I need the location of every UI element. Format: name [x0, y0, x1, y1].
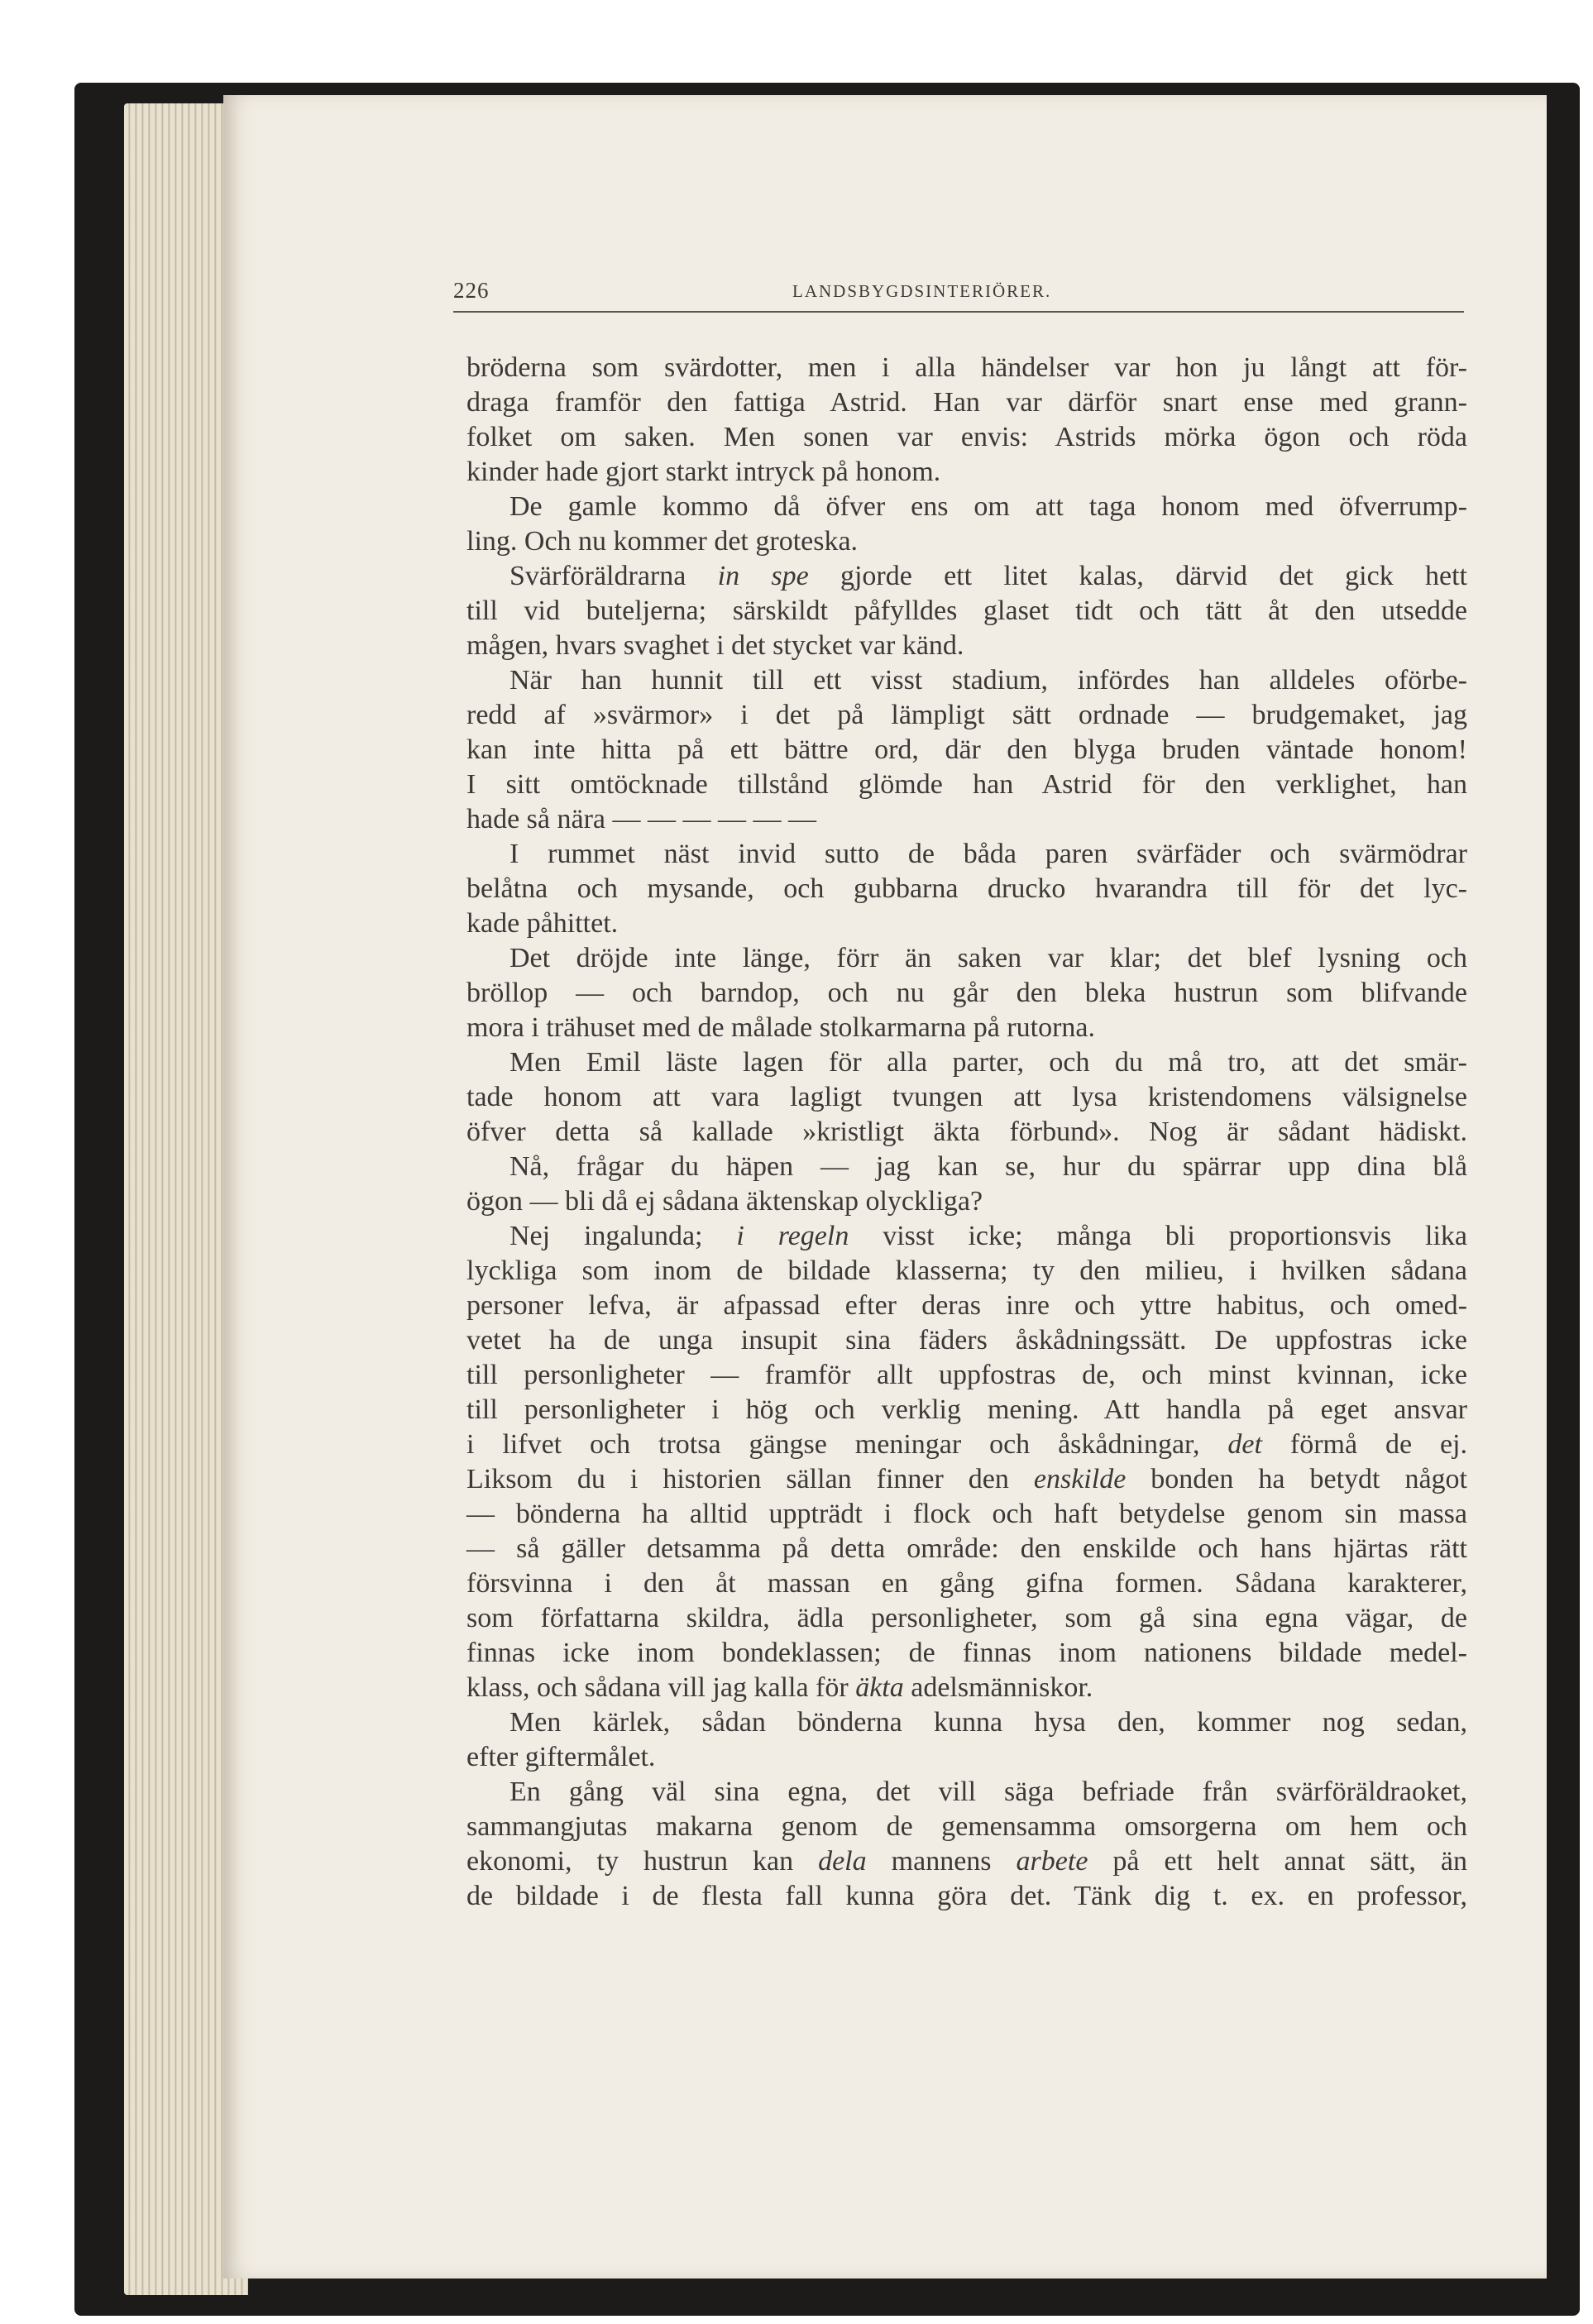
text-line [466, 1566, 1467, 1601]
text-run: gjorde ett litet kalas, därvid det gick hett [808, 561, 1467, 591]
text-run: mora i trähuset med de målade stolkarmarna på rutorna. [466, 1012, 1095, 1043]
text-line [466, 872, 1467, 906]
text-run: När han hunnit till ett visst stadium, infördes han alldeles oförbe- [509, 665, 1467, 696]
italic-text: arbete [1016, 1846, 1088, 1877]
text-run: belåtna och mysande, och gubbarna drucko hvarandra till för det lyc- [466, 873, 1467, 904]
text-line [466, 906, 1467, 941]
text-line [466, 1532, 1467, 1566]
text-run: Nå, frågar du häpen — jag kan se, hur du spärrar upp dina blå [509, 1151, 1467, 1182]
text-line [466, 1150, 1467, 1184]
text-line [466, 629, 1467, 663]
text-run: ekonomi, ty hustrun kan [466, 1846, 819, 1877]
text-line [466, 1740, 1467, 1775]
text-run: ögon — bli då ej sådana äktenskap olyckliga? [466, 1186, 983, 1217]
text-run: Nej ingalunda; [509, 1221, 737, 1251]
text-run: sammangjutas makarna genom de gemensamma omsorgerna om hem och [466, 1811, 1467, 1842]
italic-text: dela [818, 1846, 867, 1877]
text-run: En gång väl sina egna, det vill säga befriade från svärföräldraoket, [509, 1776, 1467, 1807]
text-run: I rummet näst invid sutto de båda paren svärfäder och svärmödrar [509, 839, 1467, 869]
text-run: till personligheter — framför allt uppfostras de, och minst kvinnan, icke [466, 1360, 1467, 1390]
text-line [466, 455, 1467, 490]
text-line [466, 385, 1467, 420]
text-line [466, 976, 1467, 1011]
text-line [466, 1393, 1467, 1427]
italic-text: enskilde [1033, 1464, 1127, 1494]
text-run: tade honom att vara lagligt tvungen att lysa kristendomens välsignelse [466, 1082, 1467, 1112]
text-line [466, 1497, 1467, 1532]
text-run: I sitt omtöcknade tillstånd glömde han Astrid för den verklighet, han [466, 769, 1467, 800]
text-run: adelsmänniskor. [903, 1672, 1093, 1703]
text-run: Det dröjde inte länge, förr än saken var klar; det blef lysning och [509, 943, 1467, 973]
text-run: draga framför den fattiga Astrid. Han var därför snart ense med grann- [466, 387, 1467, 418]
text-line [466, 767, 1467, 802]
text-run: efter giftermålet. [466, 1742, 656, 1772]
text-line [466, 1775, 1467, 1810]
running-head [453, 278, 1464, 313]
text-line [466, 663, 1467, 698]
text-line [466, 351, 1467, 385]
text-line [466, 524, 1467, 559]
text-run: Men kärlek, sådan bönderna kunna hysa den, kommer nog sedan, [509, 1707, 1467, 1738]
text-line [466, 490, 1467, 524]
text-run: klass, och sådana vill jag kalla för [466, 1672, 856, 1703]
header-title: LANDSBYGDSINTERIÖRER. [792, 281, 1052, 301]
text-run: kinder hade gjort starkt intryck på honom. [466, 457, 941, 487]
text-line [466, 1358, 1467, 1393]
text-run: till personligheter i hög och verklig mening. Att handla på eget ansvar [466, 1394, 1467, 1425]
text-run: bröderna som svärdotter, men i alla händelser var hon ju långt att för- [466, 352, 1467, 383]
text-run: visst icke; många bli proportionsvis lika [849, 1221, 1467, 1251]
text-run: kan inte hitta på ett bättre ord, där den blyga bruden väntade honom! [466, 734, 1467, 765]
text-run: till vid buteljerna; särskildt påfylldes glaset tidt och tätt åt den utsedde [466, 595, 1467, 626]
text-run: redd af »svärmor» i det på lämpligt sätt ordnade — brudgemaket, jag [466, 700, 1467, 730]
text-run: vetet ha de unga insupit sina fäders åskådningssätt. De uppfostras icke [466, 1325, 1467, 1356]
text-line [466, 1427, 1467, 1462]
page-number: 226 [453, 278, 490, 303]
text-run: i lifvet och trotsa gängse meningar och åskådningar, [466, 1429, 1228, 1460]
text-run: Men Emil läste lagen för alla parter, och du må tro, att det smär- [509, 1047, 1467, 1078]
text-run: förmå de ej. [1261, 1429, 1468, 1460]
text-run: De gamle kommo då öfver ens om att taga honom med öfverrump- [509, 491, 1467, 522]
italic-text: det [1227, 1429, 1262, 1460]
text-run: de bildade i de flesta fall kunna göra det. Tänk dig t. ex. en professor, [466, 1881, 1467, 1911]
text-line [466, 1636, 1467, 1671]
text-run: bröllop — och barndop, och nu går den bleka hustrun som blifvande [466, 978, 1467, 1008]
text-line [466, 1045, 1467, 1080]
text-run: mannens [866, 1846, 1017, 1877]
text-run: bonden ha betydt något [1126, 1464, 1467, 1494]
italic-text: in spe [717, 561, 809, 591]
text-line [466, 1323, 1467, 1358]
text-line [466, 1601, 1467, 1636]
text-run: öfver detta så kallade »kristligt äkta förbund». Nog är sådant hädiskt. [466, 1117, 1467, 1147]
text-line [466, 1289, 1467, 1323]
text-line [466, 559, 1467, 594]
text-run: personer lefva, är afpassad efter deras inre och yttre habitus, och omed- [466, 1290, 1467, 1321]
text-line [466, 1011, 1467, 1045]
text-line [466, 698, 1467, 733]
text-run: lyckliga som inom de bildade klasserna; ty den milieu, i hvilken sådana [466, 1255, 1467, 1286]
text-line [466, 1844, 1467, 1879]
text-line [466, 1671, 1467, 1705]
text-run: som författarna skildra, ädla personligheter, som gå sina egna vägar, de [466, 1603, 1467, 1633]
text-line [466, 733, 1467, 767]
text-line [466, 1080, 1467, 1115]
text-run: Liksom du i historien sällan finner den [466, 1464, 1034, 1494]
text-run: — så gäller detsamma på detta område: den enskilde och hans hjärtas rätt [466, 1533, 1467, 1564]
text-run: försvinna i den åt massan en gång gifna formen. Sådana karakterer, [466, 1568, 1467, 1599]
text-run: folket om saken. Men sonen var envis: Astrids mörka ögon och röda [466, 422, 1467, 452]
italic-text: i regeln [736, 1221, 849, 1251]
text-line [466, 420, 1467, 455]
text-line [466, 1254, 1467, 1289]
text-line [466, 1705, 1467, 1740]
italic-text: äkta [855, 1672, 904, 1703]
text-line [466, 1219, 1467, 1254]
text-line [466, 1879, 1467, 1914]
text-run: — bönderna ha alltid uppträdt i flock och haft betydelse genom sin massa [466, 1499, 1467, 1529]
text-line [466, 1810, 1467, 1844]
text-run: kade påhittet. [466, 908, 619, 939]
text-line [466, 1462, 1467, 1497]
text-run: Svärföräldrarna [509, 561, 718, 591]
text-run: på ett helt annat sätt, än [1088, 1846, 1467, 1877]
text-line [466, 1184, 1467, 1219]
text-run: mågen, hvars svaghet i det stycket var känd. [466, 630, 964, 661]
text-line [466, 941, 1467, 976]
body-text [466, 351, 1467, 1914]
text-run: finnas icke inom bondeklassen; de finnas inom nationens bildade medel- [466, 1638, 1467, 1668]
text-run: ling. Och nu kommer det groteska. [466, 526, 859, 557]
text-line [466, 802, 1467, 837]
text-run: hade så nära — — — — — — [466, 804, 817, 834]
text-line [466, 1115, 1467, 1150]
text-line [466, 594, 1467, 629]
text-line [466, 837, 1467, 872]
